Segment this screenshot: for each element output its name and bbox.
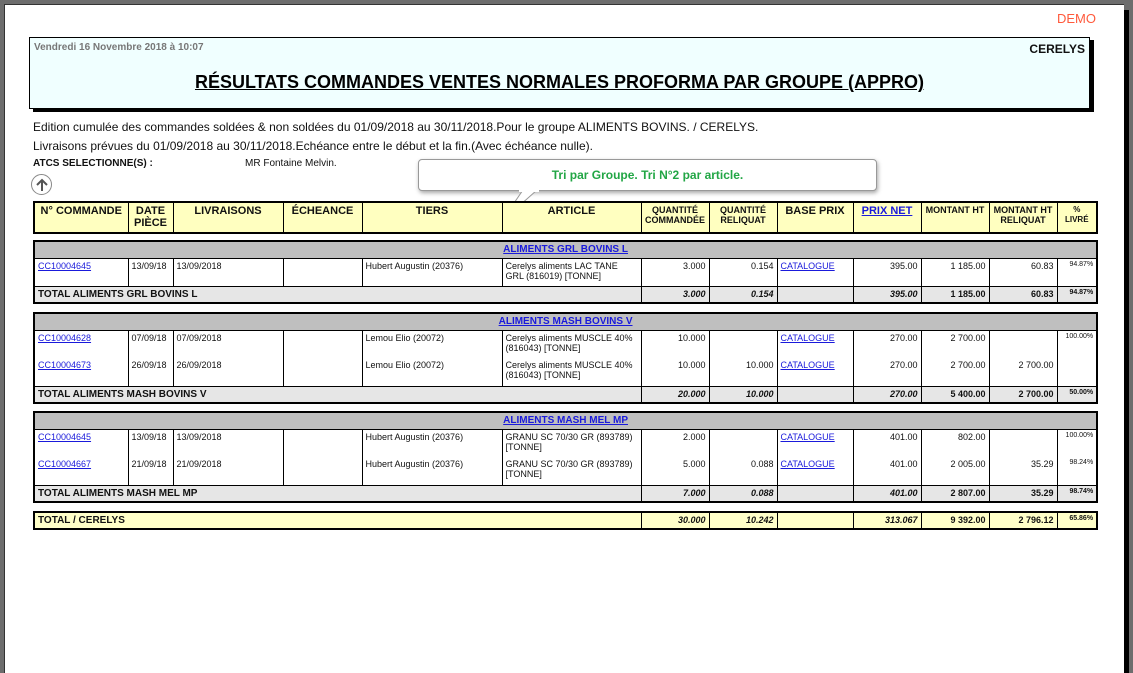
- col-commande[interactable]: N° COMMANDE: [34, 202, 128, 233]
- cell-livraison: 13/09/2018: [173, 258, 283, 286]
- group-header: [34, 412, 1097, 429]
- catalogue-link[interactable]: CATALOGUE: [780, 459, 835, 469]
- cell-qte-cmd: 5.000: [641, 457, 709, 485]
- cell-echeance: [283, 429, 362, 457]
- sort-tooltip: Tri par Groupe. Tri N°2 par article.: [418, 159, 877, 191]
- table-row: [34, 457, 1097, 485]
- cell-pct: 94.87%: [1057, 258, 1097, 286]
- cell-commande: [34, 457, 128, 485]
- cell-prix-net: 401.00: [853, 429, 921, 457]
- total-qte-rel: 0.088: [709, 485, 777, 502]
- total-base-prix: [777, 386, 853, 403]
- cell-prix-net: 270.00: [853, 330, 921, 358]
- cell-montant-rel: [989, 429, 1057, 457]
- catalogue-link[interactable]: CATALOGUE: [780, 431, 835, 442]
- cell-qte-rel: [709, 429, 777, 457]
- page-shadow: [1124, 10, 1129, 673]
- cell-montant-rel: 60.83: [989, 258, 1057, 286]
- col-qte-commandee[interactable]: QUANTITÉ COMMANDÉE: [641, 202, 709, 233]
- col-date-piece[interactable]: DATE PIÈCE: [128, 202, 173, 233]
- cell-base-prix: [777, 330, 853, 358]
- total-pct: 50.00%: [1057, 386, 1097, 403]
- total-qte-cmd: 7.000: [641, 485, 709, 502]
- grand-total-montant-ht: 9 392.00: [921, 512, 989, 529]
- cell-montant-ht: 2 700.00: [921, 330, 989, 358]
- cell-prix-net: 395.00: [853, 258, 921, 286]
- group-link[interactable]: ALIMENTS GRL BOVINS L: [503, 244, 628, 255]
- cell-tiers: Lemou Elio (20072): [362, 330, 502, 358]
- cell-qte-cmd: 3.000: [641, 258, 709, 286]
- order-link[interactable]: CC10004673: [38, 360, 92, 370]
- cell-base-prix: [777, 258, 853, 286]
- total-base-prix: [777, 485, 853, 502]
- cell-article: Cerelys aliments MUSCLE 40% (816043) [TONNE]: [502, 330, 641, 358]
- total-montant-rel: 60.83: [989, 286, 1057, 303]
- cell-pct: 100.00%: [1057, 330, 1097, 358]
- demo-watermark: DEMO: [1057, 11, 1096, 26]
- cell-echeance: [283, 330, 362, 358]
- cell-prix-net: 270.00: [853, 358, 921, 386]
- col-qte-reliquat[interactable]: QUANTITÉ RELIQUAT: [709, 202, 777, 233]
- total-label: TOTAL ALIMENTS MASH BOVINS V: [34, 386, 641, 403]
- group-header: [34, 313, 1097, 330]
- total-qte-rel: 10.000: [709, 386, 777, 403]
- cell-qte-rel: [709, 330, 777, 358]
- report-date: Vendredi 16 Novembre 2018 à 10:07: [34, 42, 204, 53]
- cell-commande: [34, 429, 128, 457]
- cell-echeance: [283, 258, 362, 286]
- table-row: [34, 429, 1097, 457]
- cell-livraison: 13/09/2018: [173, 429, 283, 457]
- grand-total-table: [33, 511, 1098, 530]
- col-pct-livre[interactable]: % LIVRÉ: [1057, 202, 1097, 233]
- table-row: [34, 330, 1097, 358]
- total-montant-ht: 1 185.00: [921, 286, 989, 303]
- order-link[interactable]: CC10004645: [38, 431, 92, 442]
- cell-prix-net: 401.00: [853, 457, 921, 485]
- table-row: [34, 258, 1097, 286]
- cell-date-piece: 21/09/18: [128, 457, 173, 485]
- cell-qte-rel: 0.154: [709, 258, 777, 286]
- grand-total-pct: 65.86%: [1057, 512, 1097, 529]
- description-line-1: Edition cumulée des commandes soldées & non soldées du 01/09/2018 au 30/11/2018.Pour le groupe ALIMENTS BOVINS. / CERELYS.: [33, 120, 759, 134]
- report-title: RÉSULTATS COMMANDES VENTES NORMALES PROFORMA PAR GROUPE (APPRO): [194, 72, 925, 92]
- total-qte-rel: 0.154: [709, 286, 777, 303]
- group-section: [33, 411, 1098, 503]
- cell-commande: [34, 330, 128, 358]
- cell-livraison: 21/09/2018: [173, 457, 283, 485]
- grand-total-label: TOTAL / CERELYS: [34, 512, 641, 529]
- total-montant-ht: 5 400.00: [921, 386, 989, 403]
- catalogue-link[interactable]: CATALOGUE: [780, 332, 835, 343]
- group-link[interactable]: ALIMENTS MASH BOVINS V: [498, 316, 633, 327]
- cell-article: GRANU SC 70/30 GR (893789) [TONNE]: [502, 457, 641, 485]
- group-link[interactable]: ALIMENTS MASH MEL MP: [503, 415, 628, 426]
- grand-total-row: [34, 512, 1097, 529]
- atcs-value: MR Fontaine Melvin.: [245, 158, 337, 169]
- cell-livraison: 07/09/2018: [173, 330, 283, 358]
- cell-article: GRANU SC 70/30 GR (893789) [TONNE]: [502, 429, 641, 457]
- cell-date-piece: 13/09/18: [128, 258, 173, 286]
- grand-total-qte-cmd: 30.000: [641, 512, 709, 529]
- cell-montant-ht: 2 005.00: [921, 457, 989, 485]
- cell-tiers: Hubert Augustin (20376): [362, 457, 502, 485]
- cell-tiers: Hubert Augustin (20376): [362, 258, 502, 286]
- catalogue-link[interactable]: CATALOGUE: [780, 360, 835, 370]
- arrow-up-icon: [35, 178, 49, 192]
- total-pct: 98.74%: [1057, 485, 1097, 502]
- table-row: [34, 358, 1097, 386]
- cell-date-piece: 13/09/18: [128, 429, 173, 457]
- cell-tiers: Lemou Elio (20072): [362, 358, 502, 386]
- cell-base-prix: [777, 429, 853, 457]
- cell-montant-ht: 1 185.00: [921, 258, 989, 286]
- atcs-label: ATCS SELECTIONNE(S) :: [33, 158, 153, 169]
- report-header: [29, 37, 1090, 109]
- cell-montant-rel: [989, 330, 1057, 358]
- order-link[interactable]: CC10004628: [38, 332, 92, 343]
- cell-montant-rel: 2 700.00: [989, 358, 1057, 386]
- cell-qte-rel: 0.088: [709, 457, 777, 485]
- order-link[interactable]: CC10004667: [38, 459, 92, 469]
- cell-base-prix: [777, 457, 853, 485]
- total-pct: 94.87%: [1057, 286, 1097, 303]
- total-prix-net: 395.00: [853, 286, 921, 303]
- col-base-prix[interactable]: BASE PRIX: [777, 202, 853, 233]
- group-total-row: [34, 286, 1097, 303]
- cell-commande: [34, 258, 128, 286]
- col-montant-ht[interactable]: MONTANT HT: [921, 202, 989, 233]
- group-header: [34, 241, 1097, 258]
- total-qte-cmd: 3.000: [641, 286, 709, 303]
- cell-article: Cerelys aliments MUSCLE 40% (816043) [TONNE]: [502, 358, 641, 386]
- cell-qte-cmd: 10.000: [641, 330, 709, 358]
- cell-date-piece: 26/09/18: [128, 358, 173, 386]
- cell-base-prix: [777, 358, 853, 386]
- cell-article: Cerelys aliments LAC TANE GRL (816019) [TONNE]: [502, 258, 641, 286]
- grand-total-qte-rel: 10.242: [709, 512, 777, 529]
- total-prix-net: 270.00: [853, 386, 921, 403]
- cell-montant-rel: 35.29: [989, 457, 1057, 485]
- group-total-row: [34, 386, 1097, 403]
- total-qte-cmd: 20.000: [641, 386, 709, 403]
- cell-qte-rel: 10.000: [709, 358, 777, 386]
- total-montant-rel: 35.29: [989, 485, 1057, 502]
- total-base-prix: [777, 286, 853, 303]
- col-article[interactable]: ARTICLE: [502, 202, 641, 233]
- col-montant-ht-reliquat[interactable]: MONTANT HT RELIQUAT: [989, 202, 1057, 233]
- total-montant-rel: 2 700.00: [989, 386, 1057, 403]
- cell-pct: 98.24%: [1057, 457, 1097, 485]
- cell-qte-cmd: 2.000: [641, 429, 709, 457]
- cell-pct: 100.00%: [1057, 429, 1097, 457]
- grand-total-montant-rel: 2 796.12: [989, 512, 1057, 529]
- cell-echeance: [283, 457, 362, 485]
- col-tiers[interactable]: TIERS: [362, 202, 502, 233]
- grand-total-prix-net: 313.067: [853, 512, 921, 529]
- company-name: CERELYS: [1029, 42, 1085, 56]
- group-total-row: [34, 485, 1097, 502]
- catalogue-link[interactable]: CATALOGUE: [780, 260, 835, 271]
- total-montant-ht: 2 807.00: [921, 485, 989, 502]
- cell-qte-cmd: 10.000: [641, 358, 709, 386]
- col-prix-net-link[interactable]: PRIX NET: [853, 202, 921, 233]
- description-line-2: Livraisons prévues du 01/09/2018 au 30/11/2018.Echéance entre le début et la fin.(Avec échéance nulle).: [33, 139, 593, 153]
- cell-date-piece: 07/09/18: [128, 330, 173, 358]
- total-prix-net: 401.00: [853, 485, 921, 502]
- total-label: TOTAL ALIMENTS MASH MEL MP: [34, 485, 641, 502]
- cell-echeance: [283, 358, 362, 386]
- col-livraisons[interactable]: LIVRAISONS: [173, 202, 283, 233]
- cell-montant-ht: 802.00: [921, 429, 989, 457]
- grand-total-base-prix: [777, 512, 853, 529]
- cell-commande: [34, 358, 128, 386]
- cell-tiers: Hubert Augustin (20376): [362, 429, 502, 457]
- column-header-table: [33, 201, 1098, 234]
- order-link[interactable]: CC10004645: [38, 260, 92, 271]
- group-section: [33, 312, 1098, 404]
- cell-montant-ht: 2 700.00: [921, 358, 989, 386]
- total-label: TOTAL ALIMENTS GRL BOVINS L: [34, 286, 641, 303]
- cell-livraison: 26/09/2018: [173, 358, 283, 386]
- scroll-top-button[interactable]: [31, 174, 52, 195]
- col-echeance[interactable]: ÉCHEANCE: [283, 202, 362, 233]
- cell-pct: [1057, 358, 1097, 386]
- group-section: [33, 240, 1098, 304]
